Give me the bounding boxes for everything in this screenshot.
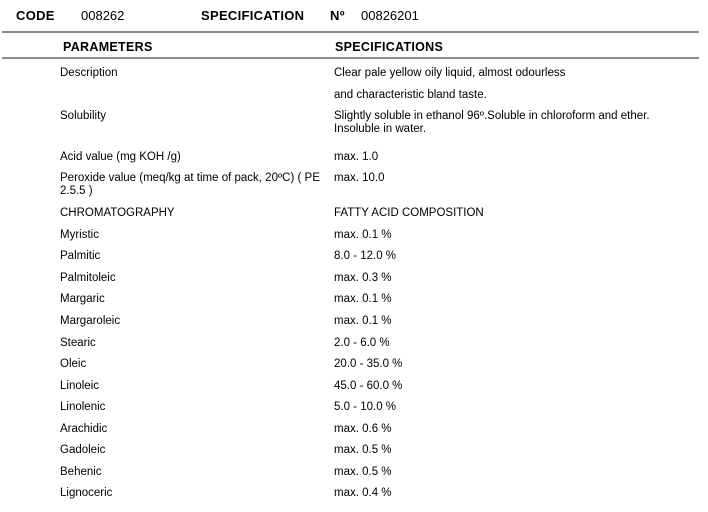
parameter-cell: Linolenic (60, 401, 106, 413)
number-label: Nº (330, 8, 345, 23)
specification-cell: 20.0 - 35.0 % (334, 358, 403, 370)
parameter-cell: Oleic (60, 358, 87, 370)
specification-cell: 45.0 - 60.0 % (334, 380, 403, 392)
specification-cell: 2.0 - 6.0 % (334, 337, 390, 349)
document-header (0, 0, 708, 30)
parameters-column-header: PARAMETERS (63, 40, 153, 54)
parameter-cell: Palmitoleic (60, 272, 116, 284)
specification-cell: and characteristic bland taste. (334, 89, 487, 101)
specification-cell: max. 1.0 (334, 151, 379, 163)
parameter-cell: Margaric (60, 293, 105, 305)
header-divider (2, 31, 699, 33)
parameter-cell: Acid value (mg KOH /g) (60, 151, 181, 163)
code-label: CODE (16, 8, 55, 23)
specification-cell: max. 10.0 (334, 172, 385, 184)
specifications-column-header: SPECIFICATIONS (335, 40, 444, 54)
parameter-cell: Peroxide value (meq/kg at time of pack, 20ºC) ( PE 2.5.5 ) (60, 172, 320, 197)
parameter-cell: Arachidic (60, 423, 108, 435)
specification-cell: Slightly soluble in ethanol 96º.Soluble in chloroform and ether. Insoluble in water. (334, 110, 650, 135)
specification-cell: max. 0.5 % (334, 444, 392, 456)
parameter-cell: Stearic (60, 337, 96, 349)
column-header-divider (2, 57, 699, 59)
parameter-cell: Linoleic (60, 380, 99, 392)
specification-cell: 5.0 - 10.0 % (334, 401, 397, 413)
parameter-cell: Margaroleic (60, 315, 121, 327)
specification-cell: max. 0.4 % (334, 487, 392, 499)
code-value: 008262 (81, 8, 125, 23)
parameter-cell: Lignoceric (60, 487, 113, 499)
parameter-cell: Gadoleic (60, 444, 106, 456)
specification-cell: FATTY ACID COMPOSITION (334, 207, 484, 219)
parameter-cell: Description (60, 67, 118, 79)
specification-label: SPECIFICATION (201, 8, 305, 23)
specification-cell: max. 0.5 % (334, 466, 392, 478)
number-value: 00826201 (361, 8, 419, 23)
specification-cell: max. 0.1 % (334, 229, 392, 241)
parameter-cell: Behenic (60, 466, 102, 478)
specification-cell: 8.0 - 12.0 % (334, 250, 397, 262)
specification-cell: Clear pale yellow oily liquid, almost odourless (334, 67, 566, 79)
parameter-cell: Solubility (60, 110, 107, 122)
parameter-cell: Palmitic (60, 250, 101, 262)
specification-cell: max. 0.6 % (334, 423, 392, 435)
specification-cell: max. 0.1 % (334, 293, 392, 305)
parameter-cell: Myristic (60, 229, 99, 241)
parameter-cell: CHROMATOGRAPHY (60, 207, 175, 219)
specification-cell: max. 0.1 % (334, 315, 392, 327)
specification-cell: max. 0.3 % (334, 272, 392, 284)
